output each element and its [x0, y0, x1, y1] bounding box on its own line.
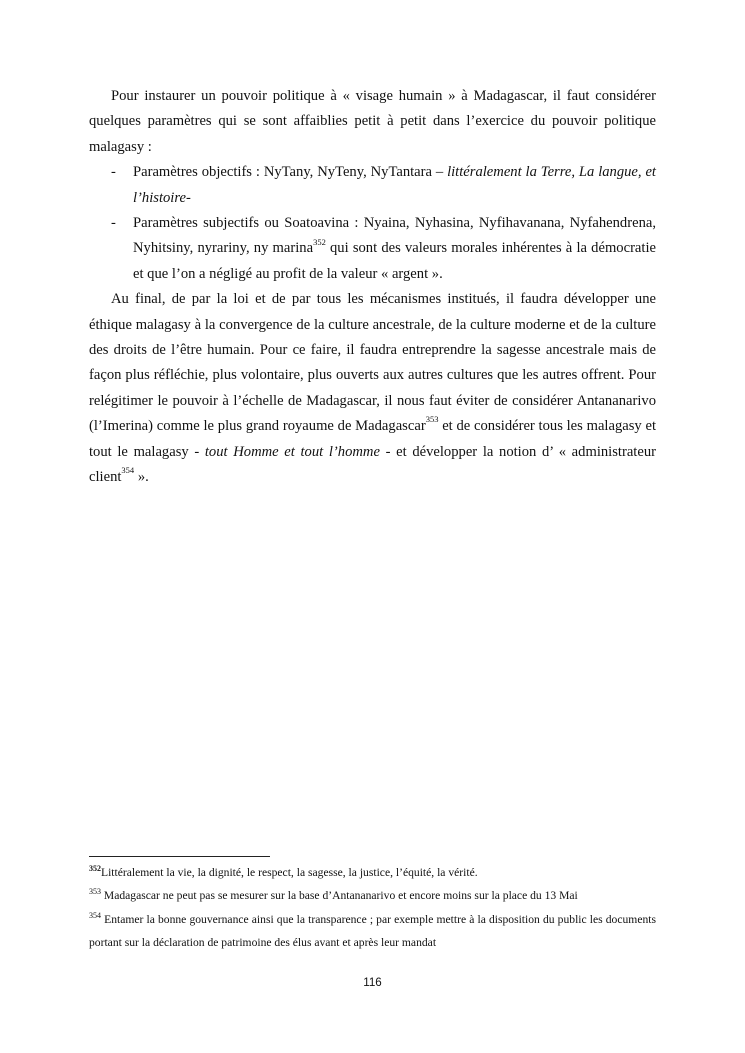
- paragraph-2-part-4: ».: [134, 469, 149, 486]
- paragraph-2-part-1: Au final, de par la loi et de par tous les mécanismes institués, il faudra développer une éthique malagasy à la convergence de la culture ancestrale, de la culture moderne et de la culture des droits de l’être humain. Pour ce faire, il faudra entreprendre la sagesse ancestrale mais de façon plus réfléchie, plus volontaire, plus ouverts aux autres cultures que les autres offrent. Pour relégitimer le pouvoir à l’échelle de Madagascar, il nous faut éviter de considérer Antananarivo (l’Imerina) comme le plus grand royaume de Madagascar: [89, 291, 656, 435]
- list-item: [89, 211, 656, 287]
- paragraph-2-part-3: - et développer la notion d’ « administrateur client: [89, 443, 656, 486]
- list-dash: -: [111, 164, 116, 181]
- paragraph-2-italic: tout Homme et tout l’homme: [204, 443, 380, 460]
- footnotes: [89, 861, 656, 955]
- footnote-ref-354[interactable]: 354: [121, 465, 135, 476]
- footnote-354: [89, 908, 656, 955]
- footnote-text: Littéralement la vie, la dignité, le respect, la sagesse, la justice, l’équité, la vérité.: [101, 866, 478, 879]
- list-dash: -: [111, 215, 116, 232]
- list-item-text-continued: qui sont des valeurs morales inhérentes à la démocratie et que l’on a négligé au profit de la valeur « argent ».: [133, 240, 656, 282]
- footnote-separator: [89, 856, 270, 857]
- footnote-number: 353: [89, 887, 101, 897]
- footnote-number: 352: [89, 864, 101, 874]
- footnote-text: Madagascar ne peut pas se mesurer sur la base d’Antananarivo et encore moins sur la place du 13 Mai: [101, 889, 578, 903]
- main-text: [89, 84, 656, 491]
- list-item-text: Paramètres subjectifs ou Soatoavina : Nyaina, Nyhasina, Nyfihavanana, Nyfahendrena, Nyhitsiny, nyrariny, ny marina: [133, 215, 656, 257]
- footnote-ref-353[interactable]: 353: [425, 414, 439, 425]
- footnote-number: 354: [89, 910, 101, 920]
- list-item-italic: littéralement la Terre, La langue, et l’histoire-: [133, 164, 656, 206]
- page-number: 116: [363, 976, 382, 989]
- list-item-text: Paramètres objectifs : NyTany, NyTeny, NyTantara –: [133, 164, 448, 181]
- footnote-353: [89, 884, 656, 907]
- paragraph-2: [89, 287, 656, 490]
- paragraph-1: Pour instaurer un pouvoir politique à « visage humain » à Madagascar, il faut considérer quelques paramètres qui se sont affaiblies petit à petit dans l’exercice du pouvoir politique malagasy :: [89, 88, 656, 155]
- paragraph-2-part-2: et de considérer tous les malagasy et tout le malagasy -: [89, 418, 656, 460]
- footnote-352: [89, 861, 656, 884]
- parameters-list: [89, 160, 656, 287]
- footnote-ref-352[interactable]: 352: [313, 236, 326, 247]
- list-item: [89, 160, 656, 211]
- footnote-text: Entamer la bonne gouvernance ainsi que la transparence ; par exemple mettre à la disposition du public les documents portant sur la déclaration de patrimoine des élus avant et après leur mandat: [89, 912, 656, 950]
